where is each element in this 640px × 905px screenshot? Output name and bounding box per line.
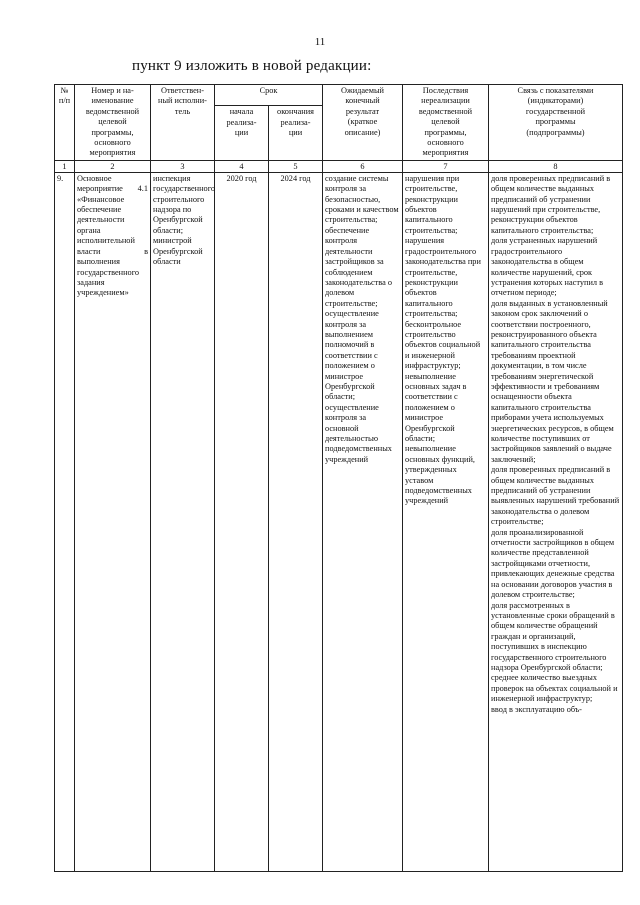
page-heading: пункт 9 изложить в новой редакции: — [132, 58, 372, 74]
column-number: 7 — [403, 160, 489, 172]
header-end: окончания реализа- ции — [269, 106, 323, 161]
cell-result: создание системы контроля за безопасностью, сроками и качеством строительства; обеспечение контроля деятельности застройщиков за соблюдением законодательства о долевом строительстве; осуществление контроля за выполнением полномочий в соответствии с положением о министрое Оренбургской области; осуществление контроля за основной деятельностью подведомственных учреждений — [323, 172, 403, 871]
cell-end: 2024 год — [269, 172, 323, 871]
column-number: 4 — [215, 160, 269, 172]
header-num: № п/п — [55, 85, 75, 161]
column-number: 8 — [489, 160, 623, 172]
cell-consequences: нарушения при строительстве, реконструкции объектов капитального строительства; нарушения градостроительного законодательства при строительстве, реконструкции объектов капитального строительства; бесконтрольное строительство объектов социальной и инженерной инфраструктур; невыполнение основных задач в соответствии с положением о министрое Оренбургской области; невыполнение основных функций, утвержденных уставом подведомственных учреждений — [403, 172, 489, 871]
cell-start: 2020 год — [215, 172, 269, 871]
header-name: Номер и на- именование ведомственной целевой программы, основного мероприятия — [75, 85, 151, 161]
header-consequences: Последствия нереализации ведомственной целевой программы, основного мероприятия — [403, 85, 489, 161]
header-term: Срок — [215, 85, 323, 106]
header-responsible: Ответствен- ный исполни- тель — [151, 85, 215, 161]
column-number: 2 — [75, 160, 151, 172]
column-number: 1 — [55, 160, 75, 172]
page-number: 11 — [314, 36, 326, 48]
header-link: Связь с показателями (индикаторами) государственной программы (подпрограммы) — [489, 85, 623, 161]
cell-name: Основное мероприятие 4.1 «Финансовое обеспечение деятельности органа исполнительной власти в выполнения государственного задания учреждением» — [75, 172, 151, 871]
cell-responsible: инспекция государственного строительного надзора по Оренбургской области; министрой Оренбургской области — [151, 172, 215, 871]
column-number: 3 — [151, 160, 215, 172]
program-table — [54, 84, 623, 872]
header-result: Ожидаемый конечный результат (краткое описание) — [323, 85, 403, 161]
column-number: 6 — [323, 160, 403, 172]
column-number: 5 — [269, 160, 323, 172]
table-row — [55, 172, 623, 871]
column-number-row — [55, 160, 623, 172]
cell-num: 9. — [55, 172, 75, 871]
table-header-row — [55, 85, 623, 106]
cell-link: доля проверенных предписаний в общем количестве выданных предписаний об устранении нарушений при строительстве, реконструкции объектов капитального строительства; доля устраненных нарушений градостроительного законодательства в общем количестве нарушений, срок устранения которых наступил в отчетном периоде; доля выданных в установленный законом срок заключений о соответствии построенного, реконструированного объекта капитального строительства требованиям проектной документации, в том числе требованиям энергетической эффективности и требованиям оснащенности объекта капитального строительства приборами учета используемых энергетических ресурсов, в общем количестве поступивших от застройщиков заявлений о выдаче заключений; доля проверенных предписаний в общем количестве выданных предписаний об устранении выявленных нарушений требований законодательства о долевом строительстве; доля проанализированной отчетности застройщиков в общем количестве представленной застройщиками отчетности, привлекающих денежные средства на основании договоров участия в долевом строительстве; доля рассмотренных в установленные сроки обращений в общем количестве обращений граждан и организаций, поступивших в инспекцию государственного строительного надзора Оренбургской области; среднее количество выездных проверок на объектах социальной и инженерной инфраструктур; ввод в эксплуатацию объ- — [489, 172, 623, 871]
header-start: начала реализа- ции — [215, 106, 269, 161]
